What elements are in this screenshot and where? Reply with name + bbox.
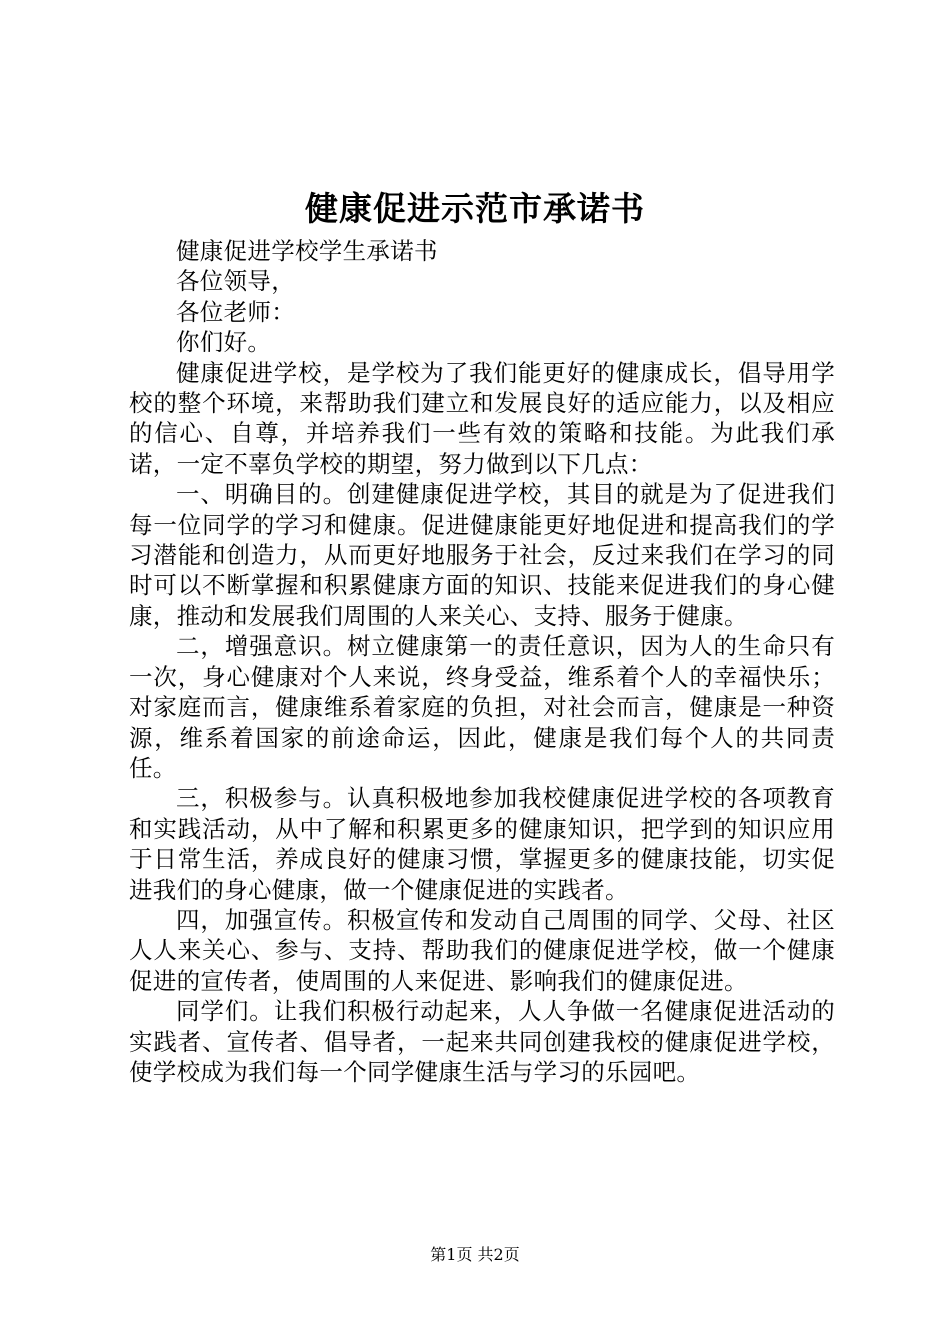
paragraph-point-three: 三，积极参与。认真积极地参加我校健康促进学校的各项教育和实践活动，从中了解和积累更多的健康知识，把学到的知识应用于日常生活，养成良好的健康习惯，掌握更多的健康技能，切实促进我们的身心健康，做一个健康促进的实践者。 xyxy=(129,784,835,904)
document-body xyxy=(129,236,835,1087)
paragraph-intro: 健康促进学校，是学校为了我们能更好的健康成长，倡导用学校的整个环境，来帮助我们建立和发展良好的适应能力，以及相应的信心、自尊，并培养我们一些有效的策略和技能。为此我们承诺，一定不辜负学校的期望，努力做到以下几点： xyxy=(129,358,835,478)
paragraph-point-one: 一、明确目的。创建健康促进学校，其目的就是为了促进我们每一位同学的学习和健康。促进健康能更好地促进和提高我们的学习潜能和创造力，从而更好地服务于社会，反过来我们在学习的同时可以不断掌握和积累健康方面的知识、技能来促进我们的身心健康，推动和发展我们周围的人来关心、支持、服务于健康。 xyxy=(129,480,835,630)
paragraph-conclusion: 同学们。让我们积极行动起来，人人争做一名健康促进活动的实践者、宣传者、倡导者，一起来共同创建我校的健康促进学校，使学校成为我们每一个同学健康生活与学习的乐园吧。 xyxy=(129,997,835,1086)
paragraph-greeting: 你们好。 xyxy=(176,328,272,357)
paragraph-point-two: 二，增强意识。树立健康第一的责任意识，因为人的生命只有一次，身心健康对个人来说，终身受益，维系着个人的幸福快乐；对家庭而言，健康维系着家庭的负担，对社会而言，健康是一种资源，维系着国家的前途命运，因此，健康是我们每个人的共同责任。 xyxy=(129,632,835,782)
page-footer: 第1页 共2页 xyxy=(430,1245,520,1264)
paragraph-point-four: 四，加强宣传。积极宣传和发动自己周围的同学、父母、社区人人来关心、参与、支持、帮助我们的健康促进学校，做一个健康促进的宣传者，使周围的人来促进、影响我们的健康促进。 xyxy=(129,905,835,995)
paragraph-salutation-teachers: 各位老师： xyxy=(176,297,295,326)
document-title: 健康促进示范市承诺书 xyxy=(305,189,645,228)
paragraph-subtitle: 健康促进学校学生承诺书 xyxy=(176,237,438,265)
paragraph-salutation-leaders: 各位领导， xyxy=(176,267,295,296)
